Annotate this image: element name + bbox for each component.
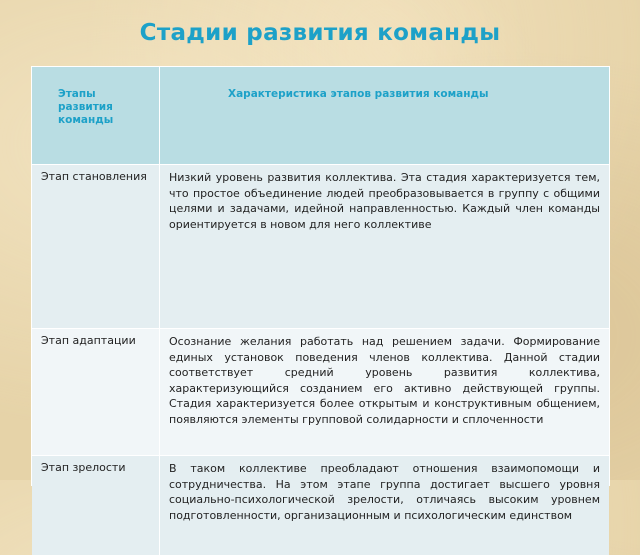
- stage-cell: [32, 165, 160, 328]
- table-row: [32, 328, 609, 455]
- stage-name: Этап становления: [41, 170, 147, 183]
- stage-description: Осознание желания работать над решением задачи. Формирование единых установок поведения членов коллектива. Данной стадии соответствует средний уровень развития коллектива, характеризующийся созданием его активно действующей группы. Стадия характеризуется более открытым и конструктивным общением, появляются элементы групповой солидарности и сплоченности: [169, 335, 600, 426]
- stage-name: Этап зрелости: [41, 461, 126, 474]
- header-stage-label: Этапы развития команды: [58, 88, 114, 126]
- header-cell-description: [160, 67, 609, 164]
- header-cell-stage: [32, 67, 160, 164]
- stage-cell: [32, 456, 160, 555]
- stages-table: [31, 66, 610, 522]
- slide-title: Стадии развития команды: [139, 20, 501, 46]
- stage-description: Низкий уровень развития коллектива. Эта стадия характеризуется тем, что простое объединение людей преобразовывается в группу с общими целями и задачами, идейной направленностью. Каждый член команды ориентируется в новом для него коллективе: [169, 171, 600, 231]
- description-cell: [160, 329, 609, 455]
- table-row: [32, 164, 609, 328]
- description-cell: [160, 165, 609, 328]
- table-row: [32, 455, 609, 555]
- description-cell: [160, 456, 609, 555]
- stage-name: Этап адаптации: [41, 334, 136, 347]
- table-header-row: [32, 67, 609, 164]
- stage-description: В таком коллективе преобладают отношения взаимопомощи и сотрудничества. На этом этапе группа достигает высшего уровня социально-психологической зрелости, отличаясь высоким уровнем подготовленности, организационным и психологическим единством: [169, 462, 600, 522]
- header-description-label: Характеристика этапов развития команды: [228, 88, 489, 100]
- stage-cell: [32, 329, 160, 455]
